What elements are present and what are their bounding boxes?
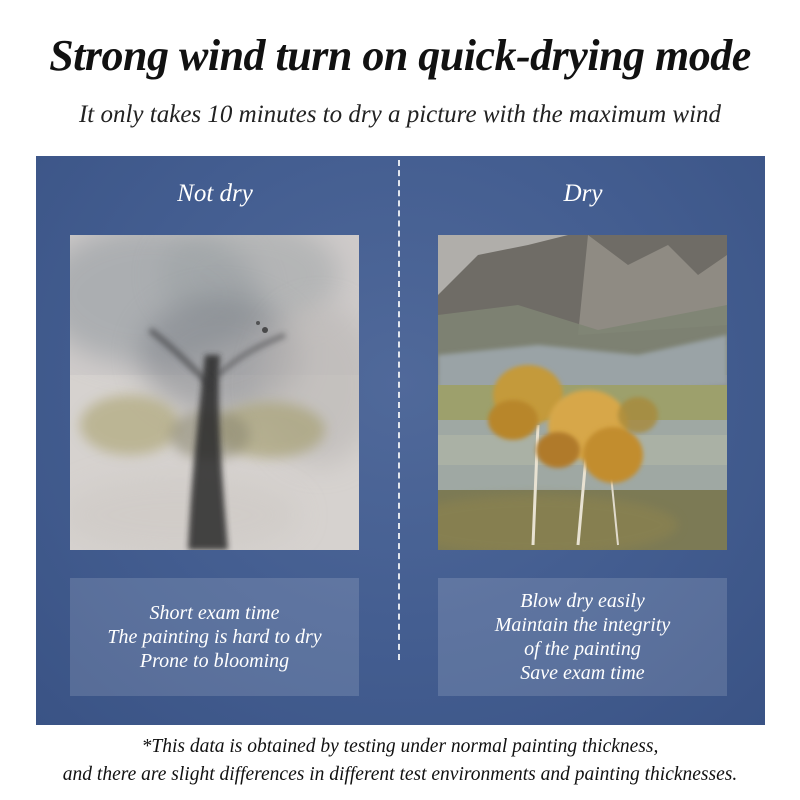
dry-points (438, 578, 727, 696)
footnote-line-1: *This data is obtained by testing under normal painting thickness, (141, 736, 659, 757)
not-dry-point: Short exam time (149, 602, 280, 624)
not-dry-point: Prone to blooming (139, 650, 290, 672)
dry-painting-image (438, 235, 727, 550)
not-dry-painting-image (70, 235, 359, 550)
comparison-panel (36, 156, 765, 725)
page-subtitle: It only takes 10 minutes to dry a picture with the maximum wind (78, 101, 722, 128)
dashed-divider (398, 160, 400, 660)
not-dry-label: Not dry (177, 180, 253, 207)
dry-point: Maintain the integrity (494, 614, 671, 636)
dry-label: Dry (563, 180, 603, 207)
dry-point: Save exam time (520, 662, 645, 684)
dry-point: of the painting (524, 638, 641, 660)
page-title: Strong wind turn on quick-drying mode (49, 31, 751, 80)
footnote-line-2: and there are slight differences in different test environments and painting thicknesses. (62, 764, 738, 785)
dry-point: Blow dry easily (520, 590, 645, 612)
not-dry-point: The painting is hard to dry (107, 626, 322, 648)
not-dry-points (70, 578, 359, 696)
footnote (0, 733, 800, 789)
